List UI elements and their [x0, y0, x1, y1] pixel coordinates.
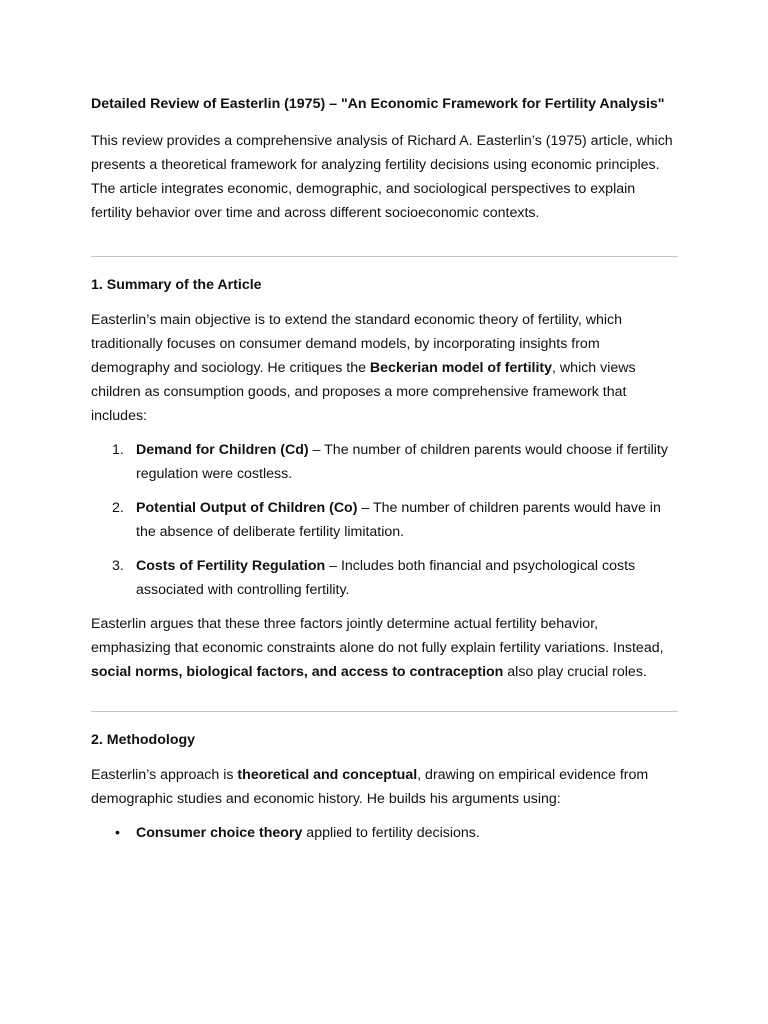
factor-term: Demand for Children (Cd)	[136, 442, 309, 458]
factors-list	[91, 438, 678, 602]
conclusion-text-1: Easterlin argues that these three factors jointly determine actual fertility behavior, emphasizing that economic constraints alone do not fully explain fertility variations. Instead,	[91, 616, 664, 656]
section-divider	[91, 711, 678, 712]
summary-bold-1: Beckerian model of fertility	[369, 360, 553, 376]
factor-item	[91, 438, 678, 486]
conclusion-bold-1: social norms, biological factors, and access to contraception	[91, 664, 504, 680]
methodology-paragraph	[91, 763, 678, 811]
method-term: Consumer choice theory	[136, 825, 303, 841]
list-number: 3.	[112, 558, 124, 574]
section-1-heading: 1. Summary of the Article	[91, 277, 262, 293]
summary-text-2: , which views children as consumption goods, and proposes a more comprehensive framework that includes:	[91, 360, 636, 424]
intro-paragraph: This review provides a comprehensive analysis of Richard A. Easterlin’s (1975) article, which presents a theoretical framework for analyzing fertility decisions using economic principles. The article integrates economic, demographic, and sociological perspectives to explain fertility behavior over time and across different socioeconomic contexts.	[91, 133, 673, 221]
summary-text-1: Easterlin’s main objective is to extend the standard economic theory of fertility, which traditionally focuses on consumer demand models, by incorporating insights from demography and sociology. He critiques the	[91, 312, 622, 376]
methodology-text-2: , drawing on empirical evidence from demographic studies and economic history. He builds his arguments using:	[91, 767, 649, 807]
method-description: applied to fertility decisions.	[302, 825, 480, 841]
factor-term: Costs of Fertility Regulation	[136, 558, 326, 574]
section-divider	[91, 256, 678, 257]
summary-paragraph	[91, 308, 678, 428]
document-title: Detailed Review of Easterlin (1975) – "An Economic Framework for Fertility Analysis"	[91, 96, 665, 112]
conclusion-paragraph	[91, 612, 678, 684]
methods-list	[91, 821, 678, 845]
factor-term: Potential Output of Children (Co)	[136, 500, 358, 516]
factor-description: – Includes both financial and psychological costs associated with controlling fertility.	[136, 558, 636, 598]
list-number: 1.	[112, 442, 124, 458]
factor-description: – The number of children parents would choose if fertility regulation were costless.	[136, 442, 668, 482]
factor-item	[91, 496, 678, 544]
methodology-text-1: Easterlin’s approach is	[91, 767, 238, 783]
list-number: 2.	[112, 500, 124, 516]
method-item	[91, 821, 678, 845]
section-2-heading: 2. Methodology	[91, 732, 196, 748]
factor-description: – The number of children parents would have in the absence of deliberate fertility limitation.	[136, 500, 661, 540]
methodology-bold-1: theoretical and conceptual	[237, 767, 418, 783]
conclusion-text-2: also play crucial roles.	[503, 664, 647, 680]
factor-item	[91, 554, 678, 602]
bullet-icon: •	[115, 825, 120, 841]
